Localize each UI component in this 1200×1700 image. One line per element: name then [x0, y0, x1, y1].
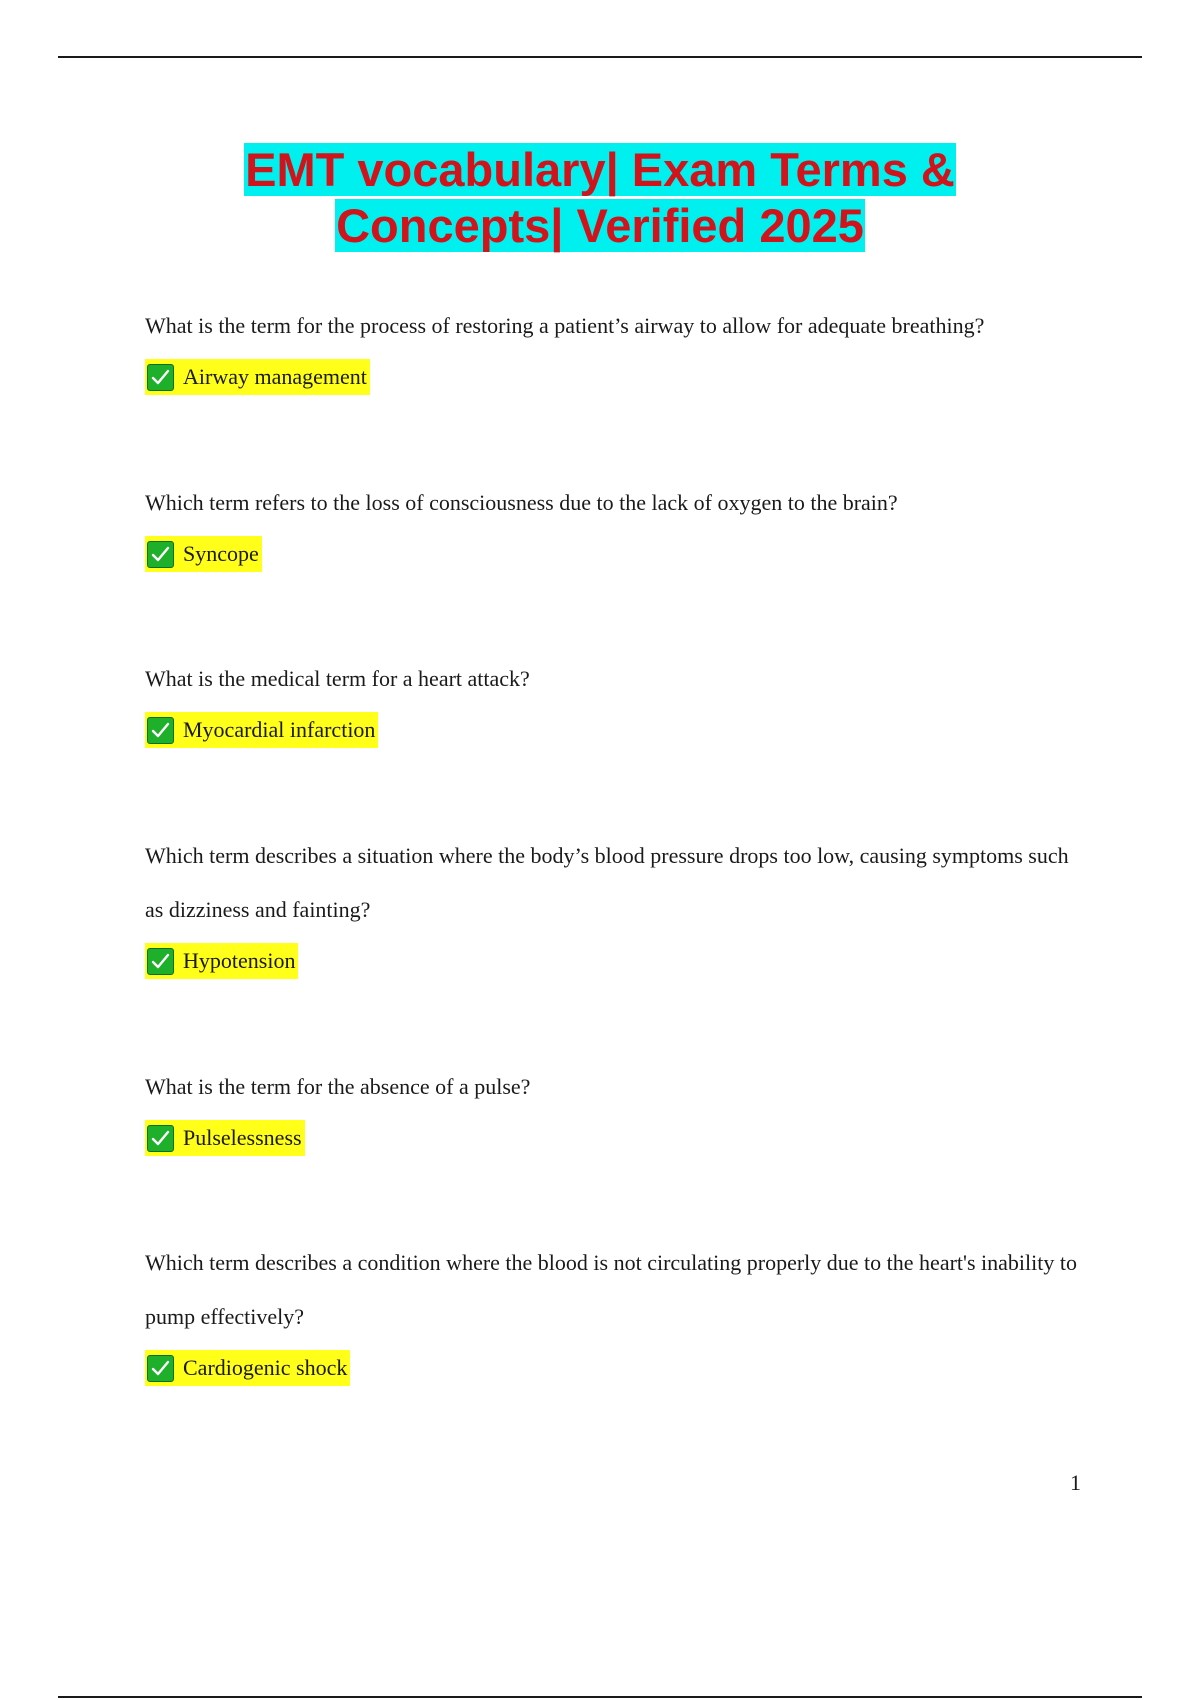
answer-text: Pulselessness: [183, 1125, 302, 1150]
check-mark-icon: [147, 541, 174, 568]
answer-highlight: [145, 1120, 305, 1156]
title-line-2: Concepts| Verified 2025: [336, 199, 864, 252]
question-text: What is the medical term for a heart attack?: [145, 666, 530, 691]
document-title: [0, 142, 1200, 254]
answer-text: Airway management: [183, 364, 367, 389]
answer-text: Syncope: [183, 541, 259, 566]
answer-highlight: [145, 359, 370, 395]
check-mark-icon: [147, 948, 174, 975]
question-text: Which term describes a condition where the blood is not circulating properly due to the heart's inability to pump effectively?: [145, 1250, 1077, 1329]
question-block-1: [145, 299, 1085, 395]
question-block-2: [145, 476, 1085, 572]
page-number: 1: [1070, 1470, 1081, 1495]
question-text: What is the term for the process of restoring a patient’s airway to allow for adequate breathing?: [145, 313, 985, 338]
answer-text: Cardiogenic shock: [183, 1355, 348, 1380]
bottom-rule: [58, 1696, 1142, 1698]
question-text: What is the term for the absence of a pulse?: [145, 1074, 531, 1099]
question-block-6: [145, 1236, 1085, 1386]
answer-highlight: [145, 536, 262, 572]
check-mark-icon: [147, 717, 174, 744]
question-text: Which term refers to the loss of consciousness due to the lack of oxygen to the brain?: [145, 490, 898, 515]
check-mark-icon: [147, 1355, 174, 1382]
question-block-3: [145, 652, 1085, 748]
answer-text: Hypotension: [183, 948, 296, 973]
title-line-1: EMT vocabulary| Exam Terms &: [245, 143, 955, 196]
question-text: Which term describes a situation where the body’s blood pressure drops too low, causing symptoms such as dizziness and fainting?: [145, 843, 1069, 922]
answer-highlight: [145, 712, 378, 748]
answer-highlight: [145, 943, 298, 979]
check-mark-icon: [147, 1125, 174, 1152]
answer-highlight: [145, 1350, 350, 1386]
answer-text: Myocardial infarction: [183, 717, 376, 742]
question-block-4: [145, 829, 1085, 979]
top-rule: [58, 56, 1142, 58]
check-mark-icon: [147, 364, 174, 391]
question-block-5: [145, 1060, 1085, 1156]
